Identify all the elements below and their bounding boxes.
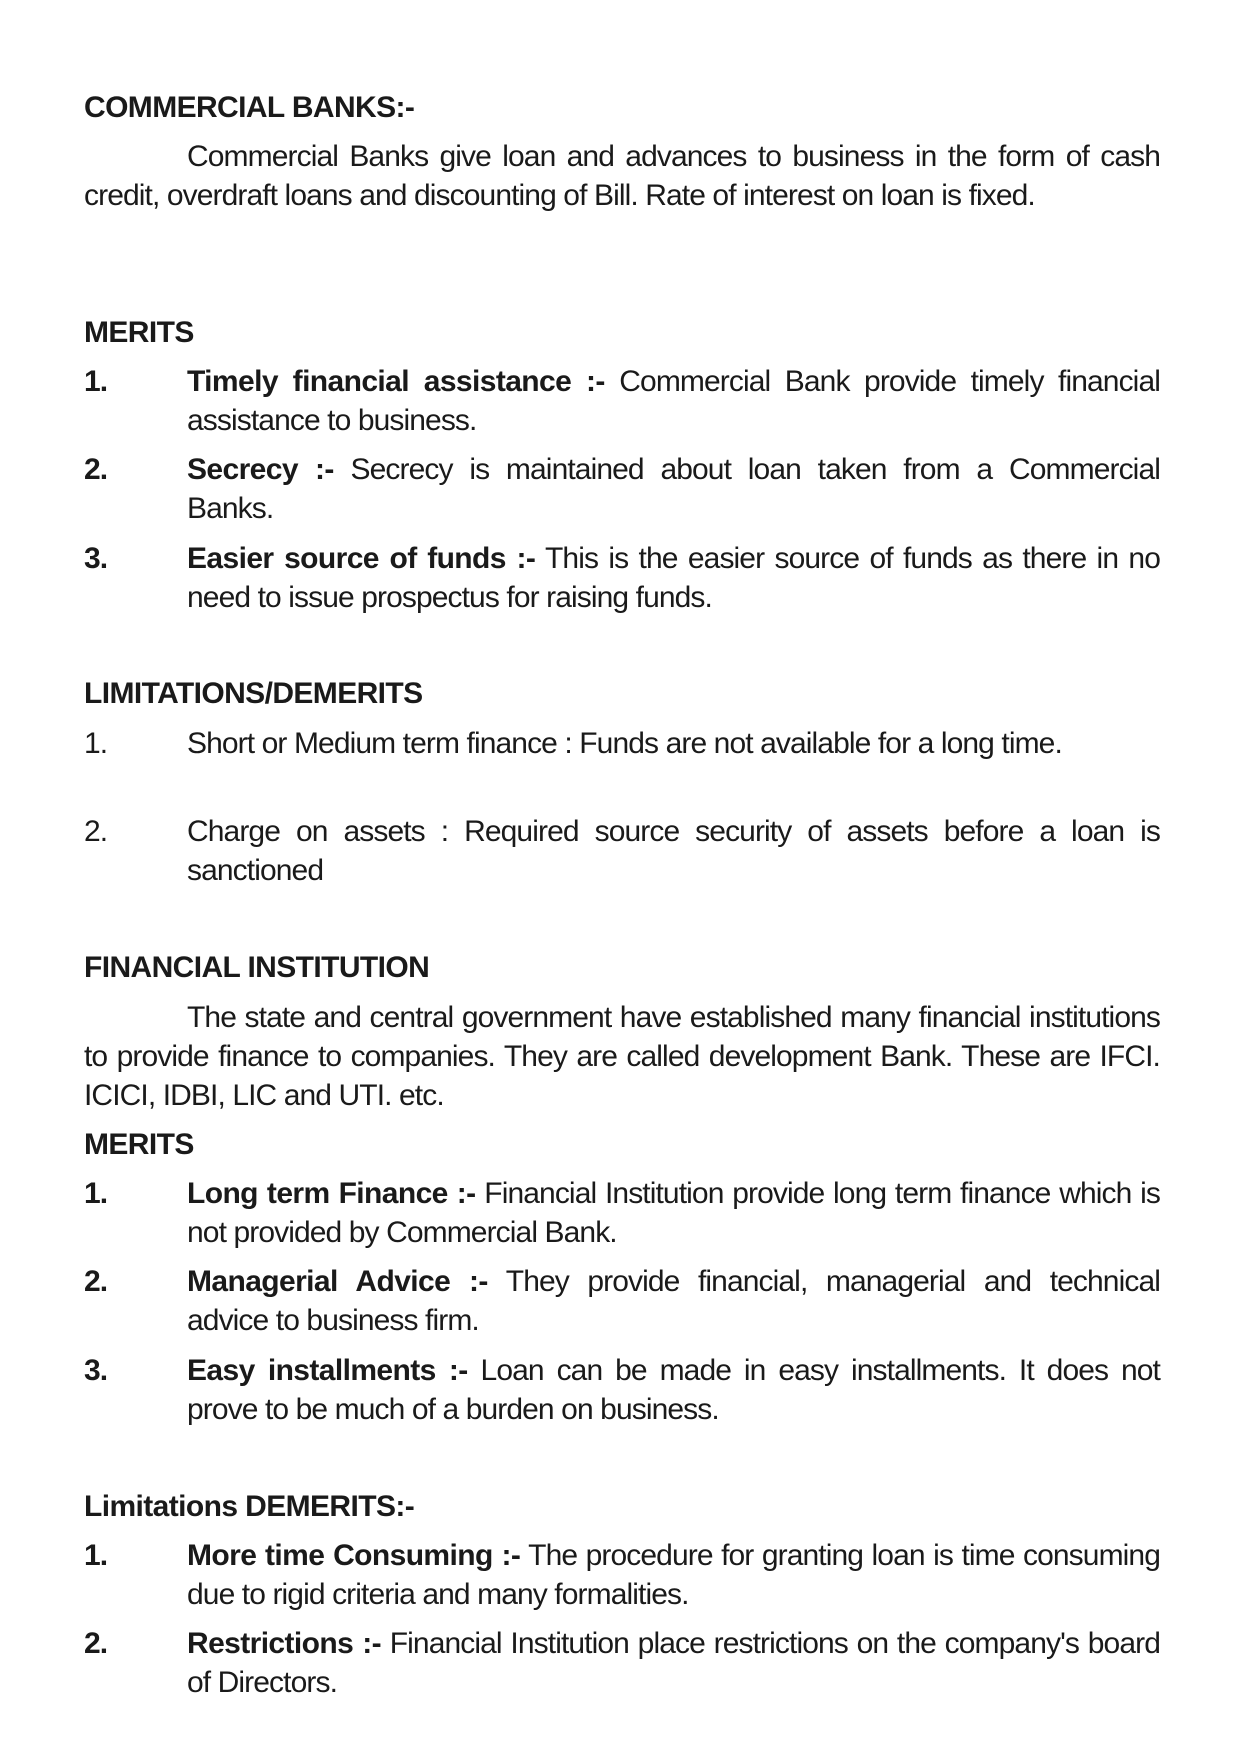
item-number: 3. bbox=[84, 1354, 108, 1387]
heading-limitations-2: Limitations DEMERITS:- bbox=[84, 1490, 415, 1523]
item-title: Long term Finance :- bbox=[187, 1177, 476, 1210]
item-number: 2. bbox=[84, 1627, 108, 1660]
item-title: Easy installments :- bbox=[187, 1354, 468, 1387]
list-item bbox=[84, 1624, 1160, 1702]
item-text: They provide financial, managerial and technical advice to business firm. bbox=[187, 1265, 1160, 1337]
item-title: Easier source of funds :- bbox=[187, 542, 536, 575]
item-number: 2. bbox=[84, 1265, 108, 1298]
list-item bbox=[84, 1174, 1160, 1252]
item-title: Timely financial assistance :- bbox=[187, 365, 605, 398]
paragraph-text: Commercial Banks give loan and advances to business in the form of cash credit, overdraft loans and discounting of Bill. Rate of interest on loan is fixed. bbox=[84, 140, 1160, 212]
heading-merits-2: MERITS bbox=[84, 1128, 194, 1161]
item-number: 1. bbox=[84, 1177, 108, 1210]
item-text: Loan can be made in easy installments. It does not prove to be much of a burden on business. bbox=[187, 1354, 1160, 1426]
list-item bbox=[84, 1536, 1160, 1614]
item-number: 3. bbox=[84, 542, 108, 575]
item-number: 2. bbox=[84, 453, 108, 486]
heading-limitations-1: LIMITATIONS/DEMERITS bbox=[84, 677, 423, 710]
item-text: Financial Institution provide long term finance which is not provided by Commercial Bank. bbox=[187, 1177, 1160, 1249]
item-number: 1. bbox=[84, 727, 108, 760]
item-text: Secrecy is maintained about loan taken from a Commercial Banks. bbox=[187, 453, 1160, 525]
heading-financial-institution: FINANCIAL INSTITUTION bbox=[84, 951, 430, 984]
list-item bbox=[84, 1351, 1160, 1429]
item-title: Managerial Advice :- bbox=[187, 1265, 488, 1298]
item-title: Secrecy :- bbox=[187, 453, 334, 486]
list-item bbox=[84, 812, 1160, 890]
paragraph-commercial-banks bbox=[84, 137, 1160, 215]
paragraph-financial-institution bbox=[84, 998, 1160, 1115]
list-item bbox=[84, 539, 1160, 617]
paragraph-text: The state and central government have established many financial institutions to provide finance to companies. They are called development Bank. These are IFCI. ICICI, IDBI, LIC and UTI. etc. bbox=[84, 1001, 1160, 1112]
item-text: The procedure for granting loan is time consuming due to rigid criteria and many formalities. bbox=[187, 1539, 1160, 1611]
list-item bbox=[84, 1262, 1160, 1340]
item-text: Commercial Bank provide timely financial assistance to business. bbox=[187, 365, 1161, 437]
heading-merits-1: MERITS bbox=[84, 316, 194, 349]
heading-commercial-banks: COMMERCIAL BANKS:- bbox=[84, 91, 415, 124]
item-number: 1. bbox=[84, 365, 108, 398]
item-text: Financial Institution place restrictions on the company's board of Directors. bbox=[187, 1627, 1160, 1699]
list-item bbox=[84, 724, 1160, 763]
item-title: Restrictions :- bbox=[187, 1627, 381, 1660]
list-item bbox=[84, 450, 1160, 528]
item-title: More time Consuming :- bbox=[187, 1539, 521, 1572]
list-item bbox=[84, 362, 1160, 440]
item-text: Charge on assets : Required source security of assets before a loan is sanctioned bbox=[187, 815, 1160, 887]
item-number: 2. bbox=[84, 815, 108, 848]
item-text: Short or Medium term finance : Funds are not available for a long time. bbox=[187, 727, 1062, 760]
item-number: 1. bbox=[84, 1539, 108, 1572]
item-text: This is the easier source of funds as there in no need to issue prospectus for raising funds. bbox=[187, 542, 1160, 614]
